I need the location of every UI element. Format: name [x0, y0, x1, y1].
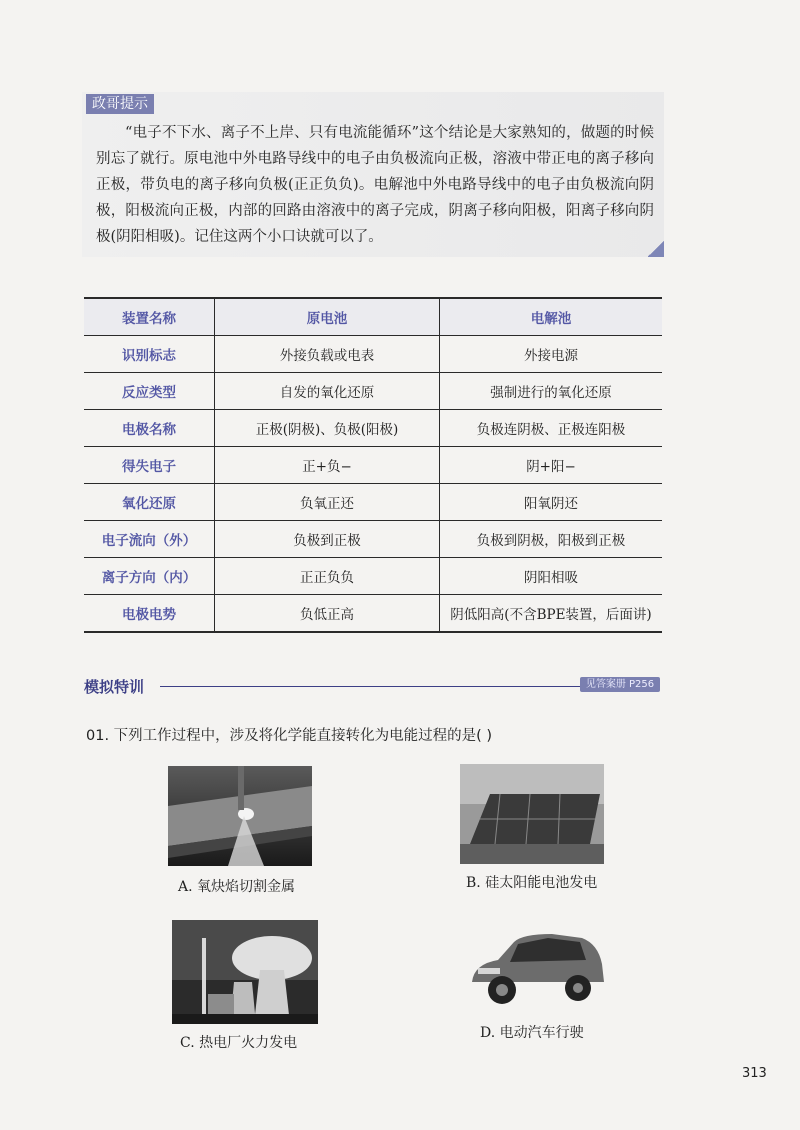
- cell: 正正负负: [215, 558, 440, 595]
- cell: 负氧正还: [215, 484, 440, 521]
- tip-paragraph: “电子不下水、离子不上岸、只有电流能循环”这个结论是大家熟知的，做题的时候别忘了就行。原电池中外电路导线中的电子由负极流向正极，溶液中带正电的离子移向正极，带负电的离子移向负极(正正负负)。电解池中外电路导线中的电子由负极流向阴极，阳极流向正极，内部的回路由溶液中的离子完成，阴离子移向阳极，阳离子移向阴极(阴阳相吸)。记住这两个小口诀就可以了。: [96, 125, 654, 245]
- option-c-caption: C. 热电厂火力发电: [180, 1035, 298, 1051]
- question-stem: 01. 下列工作过程中，涉及将化学能直接转化为电能过程的是( ): [86, 728, 493, 744]
- option-a-caption: A. 氧炔焰切割金属: [178, 879, 296, 895]
- section-divider: [160, 686, 580, 687]
- table-row: [84, 336, 662, 373]
- header-cell: 原电池: [215, 298, 440, 336]
- cell: 负极到正极: [215, 521, 440, 558]
- cell: 负极连阴极、正极连阳极: [440, 410, 663, 447]
- table-row: [84, 373, 662, 410]
- row-key: 得失电子: [84, 447, 215, 484]
- cell: 正+负−: [215, 447, 440, 484]
- row-key: 电极名称: [84, 410, 215, 447]
- header-cell: 装置名称: [84, 298, 215, 336]
- section-title: 模拟特训: [84, 678, 145, 696]
- cell: 负极到阴极，阳极到正极: [440, 521, 663, 558]
- table-row: [84, 595, 662, 633]
- cell: 阴阳相吸: [440, 558, 663, 595]
- table-header-row: [84, 298, 662, 336]
- cell: 外接负载或电表: [215, 336, 440, 373]
- cell: 阴+阳−: [440, 447, 663, 484]
- cell: 阳氧阴还: [440, 484, 663, 521]
- table-row: [84, 447, 662, 484]
- table-row: [84, 484, 662, 521]
- option-d-image: [462, 920, 610, 1014]
- cell: 正极(阴极)、负极(阳极): [215, 410, 440, 447]
- tip-label: 政哥提示: [86, 94, 154, 114]
- cell: 外接电源: [440, 336, 663, 373]
- option-b-caption: B. 硅太阳能电池发电: [466, 875, 598, 891]
- table-row: [84, 410, 662, 447]
- cell: 自发的氧化还原: [215, 373, 440, 410]
- tip-text: [96, 120, 654, 250]
- row-key: 电极电势: [84, 595, 215, 633]
- answer-reference-tag: 见答案册 P256: [580, 677, 660, 692]
- option-d-caption: D. 电动汽车行驶: [480, 1025, 584, 1041]
- row-key: 氧化还原: [84, 484, 215, 521]
- row-key: 离子方向（内）: [84, 558, 215, 595]
- cell: 阴低阳高(不含BPE装置，后面讲): [440, 595, 663, 633]
- page-number: 313: [742, 1066, 767, 1081]
- row-key: 识别标志: [84, 336, 215, 373]
- cell: 强制进行的氧化还原: [440, 373, 663, 410]
- table-row: [84, 521, 662, 558]
- option-b-image: [460, 764, 604, 864]
- comparison-table: [84, 297, 662, 633]
- header-cell: 电解池: [440, 298, 663, 336]
- row-key: 反应类型: [84, 373, 215, 410]
- option-a-image: [168, 766, 312, 866]
- table-row: [84, 558, 662, 595]
- cell: 负低正高: [215, 595, 440, 633]
- option-c-image: [172, 920, 318, 1024]
- row-key: 电子流向（外）: [84, 521, 215, 558]
